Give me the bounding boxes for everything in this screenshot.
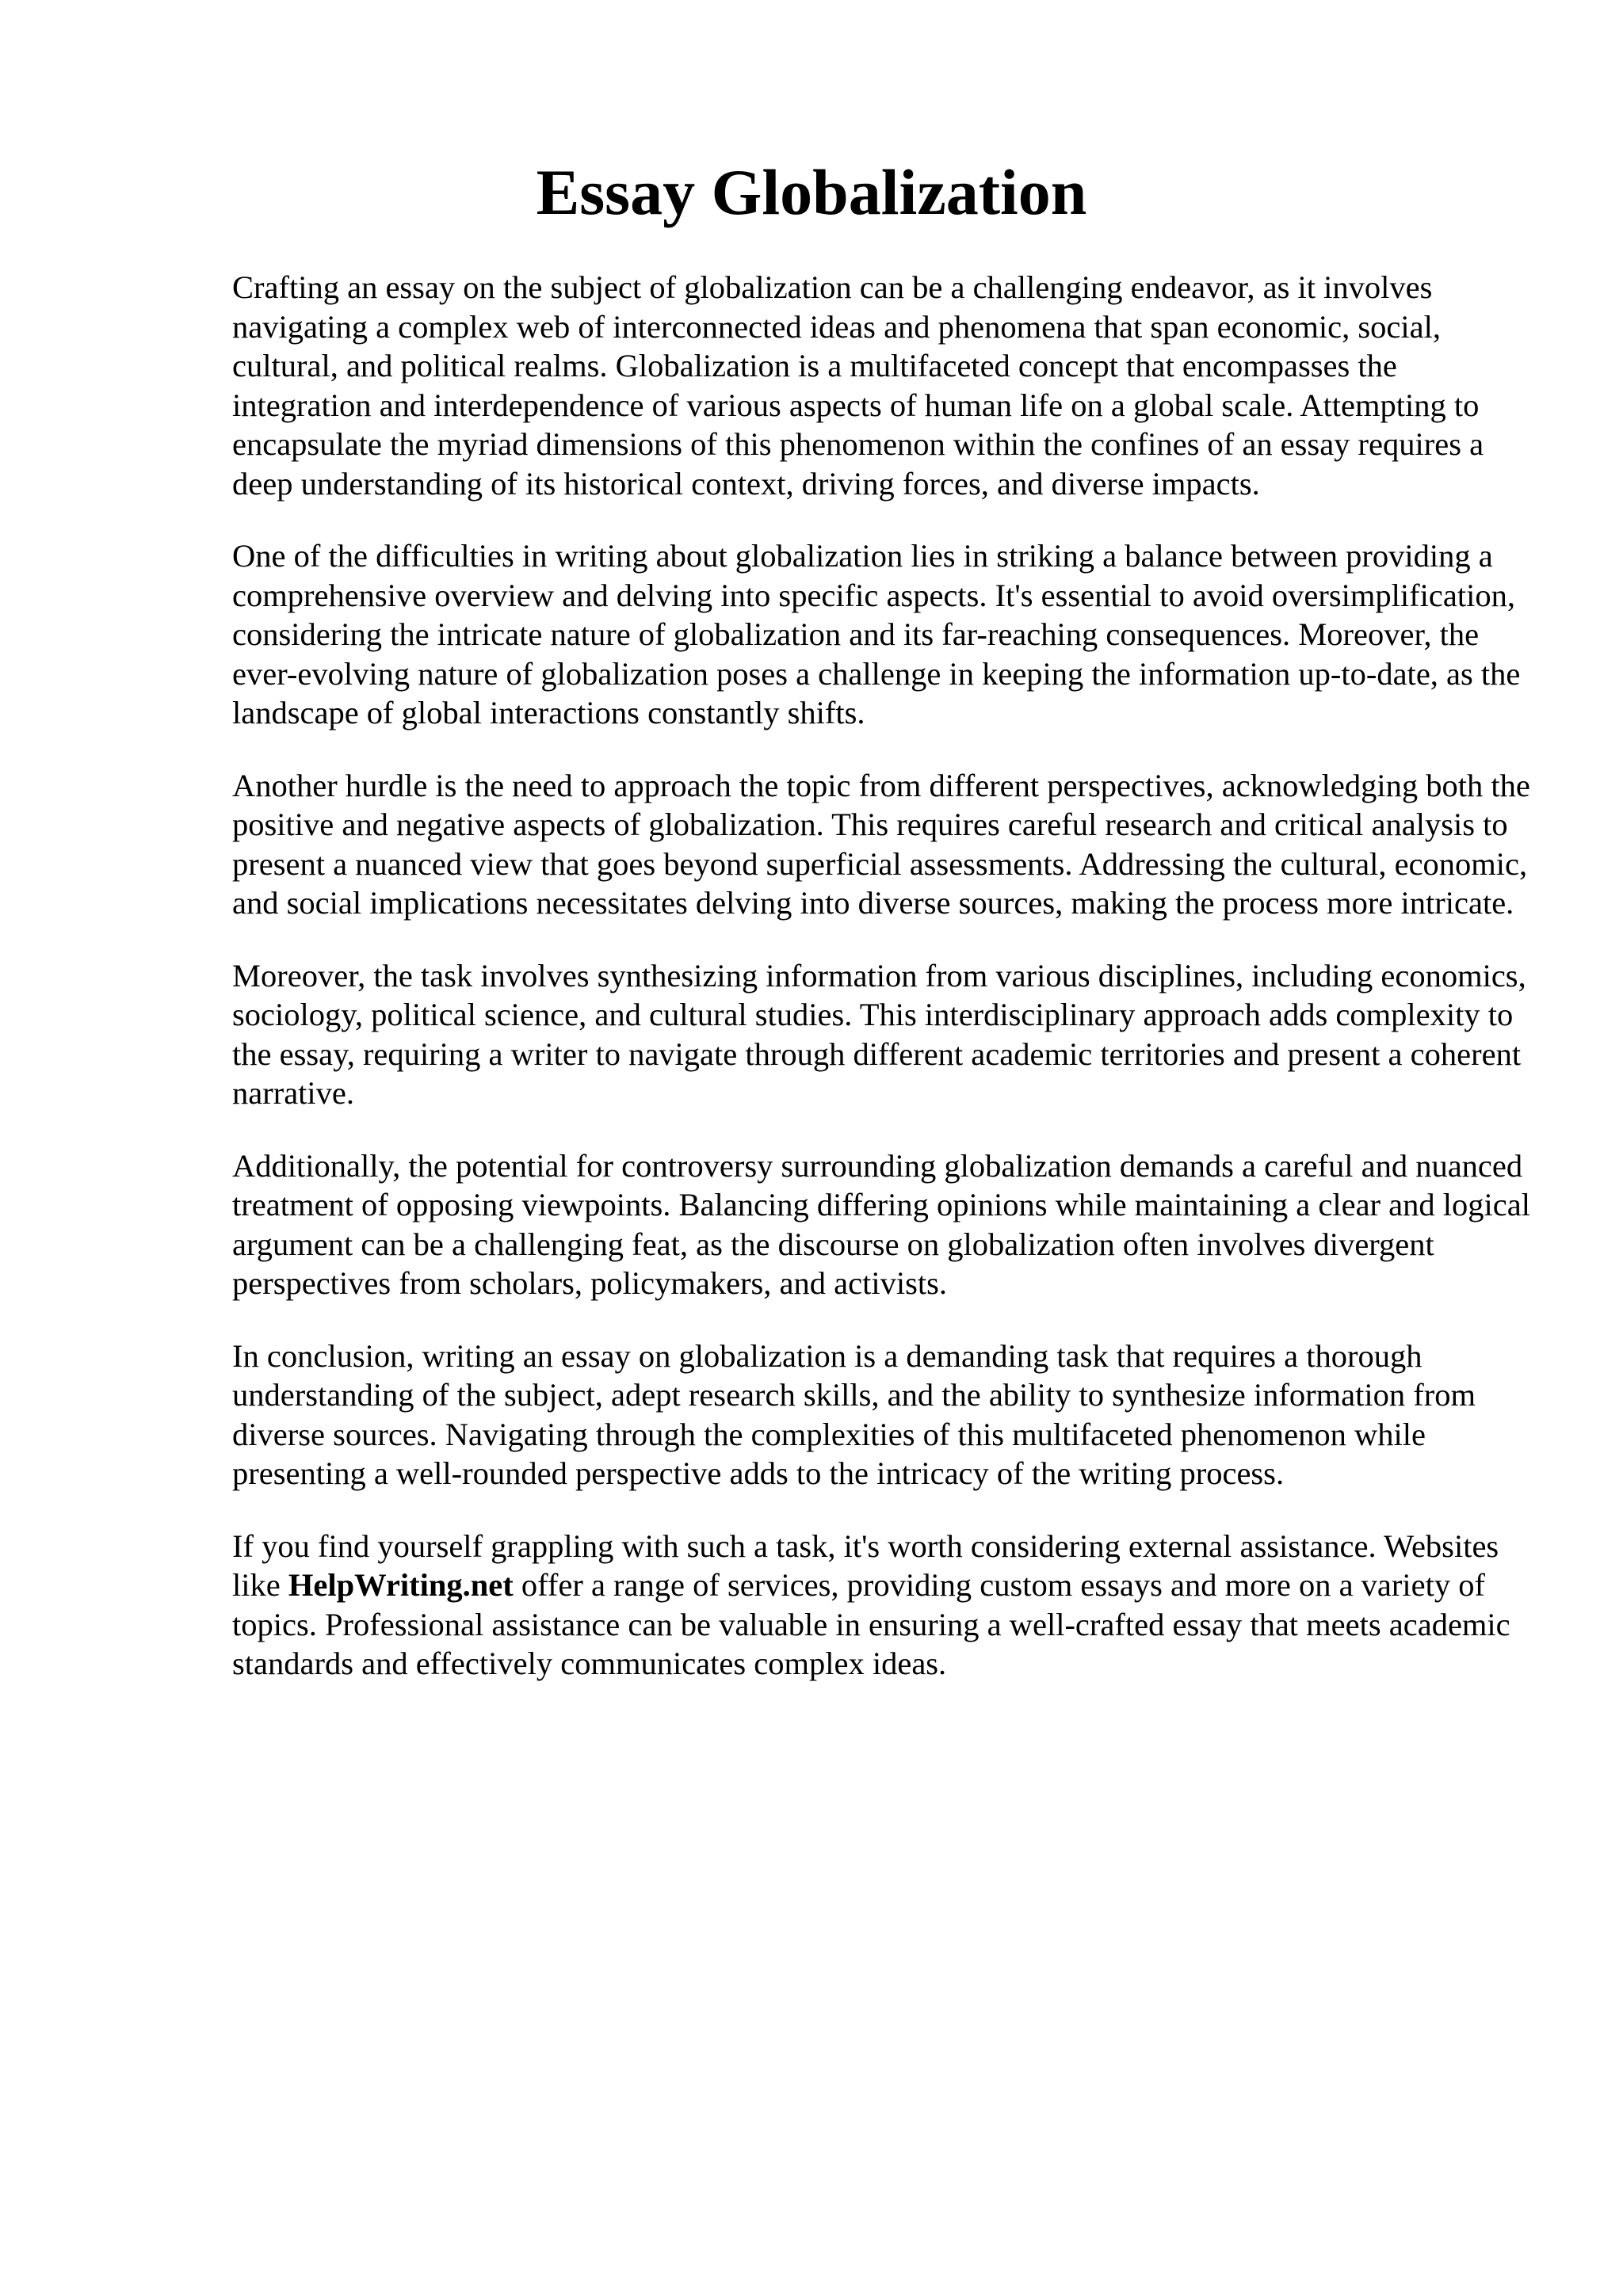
helpwriting-link[interactable]: HelpWriting.net — [288, 1567, 514, 1603]
closing-text-after-link: offer a range of services, providing custom essays and more on a variety of topics. Professional assistance can be valuable in ensuring a well-crafted essay that meets academic standards and effectively communicates complex ideas. — [232, 1567, 1510, 1681]
paragraph-perspectives: Another hurdle is the need to approach the topic from different perspectives, acknowledging both the positive and negative aspects of globalization. This requires careful research and critical analysis to present a nuanced view that goes beyond superficial assessments. Addressing the cultural, economic, and social implications necessitates delving into diverse sources, making the process more intricate. — [232, 767, 1530, 921]
closing-text-before-link: If you find yourself grappling with such a task, it's worth considering external assistance. Websites like — [232, 1527, 1499, 1603]
paragraph-disciplines: Moreover, the task involves synthesizing information from various disciplines, including economics, sociology, political science, and cultural studies. This interdisciplinary approach adds complexity to the essay, requiring a writer to navigate through different academic territories and present a coherent narrative. — [232, 957, 1526, 1111]
paragraph-controversy: Additionally, the potential for controversy surrounding globalization demands a careful and nuanced treatment of opposing viewpoints. Balancing differing opinions while maintaining a clear and logical argument can be a challenging feat, as the discourse on globalization often involves divergent perspectives from scholars, policymakers, and activists. — [232, 1147, 1530, 1301]
paragraph-closing — [232, 1527, 1532, 1684]
paragraph-intro: Crafting an essay on the subject of globalization can be a challenging endeavor, as it involves navigating a complex web of interconnected ideas and phenomena that span economic, social, cultural, and political realms. Globalization is a multifaceted concept that encompasses the integration and interdependence of various aspects of human life on a global scale. Attempting to encapsulate the myriad dimensions of this phenomenon within the confines of an essay requires a deep understanding of its historical context, driving forces, and diverse impacts. — [232, 269, 1484, 502]
paragraph-difficulties: One of the difficulties in writing about globalization lies in striking a balance between providing a comprehensive overview and delving into specific aspects. It's essential to avoid oversimplification, considering the intricate nature of globalization and its far-reaching consequences. Moreover, the ever-evolving nature of globalization poses a challenge in keeping the information up-to-date, as the landscape of global interactions constantly shifts. — [232, 538, 1521, 730]
paragraph-conclusion: In conclusion, writing an essay on globalization is a demanding task that requires a thorough understanding of the subject, adept research skills, and the ability to synthesize information from diverse sources. Navigating through the complexities of this multifaceted phenomenon while presenting a well-rounded perspective adds to the intricacy of the writing process. — [232, 1337, 1476, 1491]
essay-body — [232, 268, 1532, 1684]
page-title: Essay Globalization — [536, 156, 1087, 228]
